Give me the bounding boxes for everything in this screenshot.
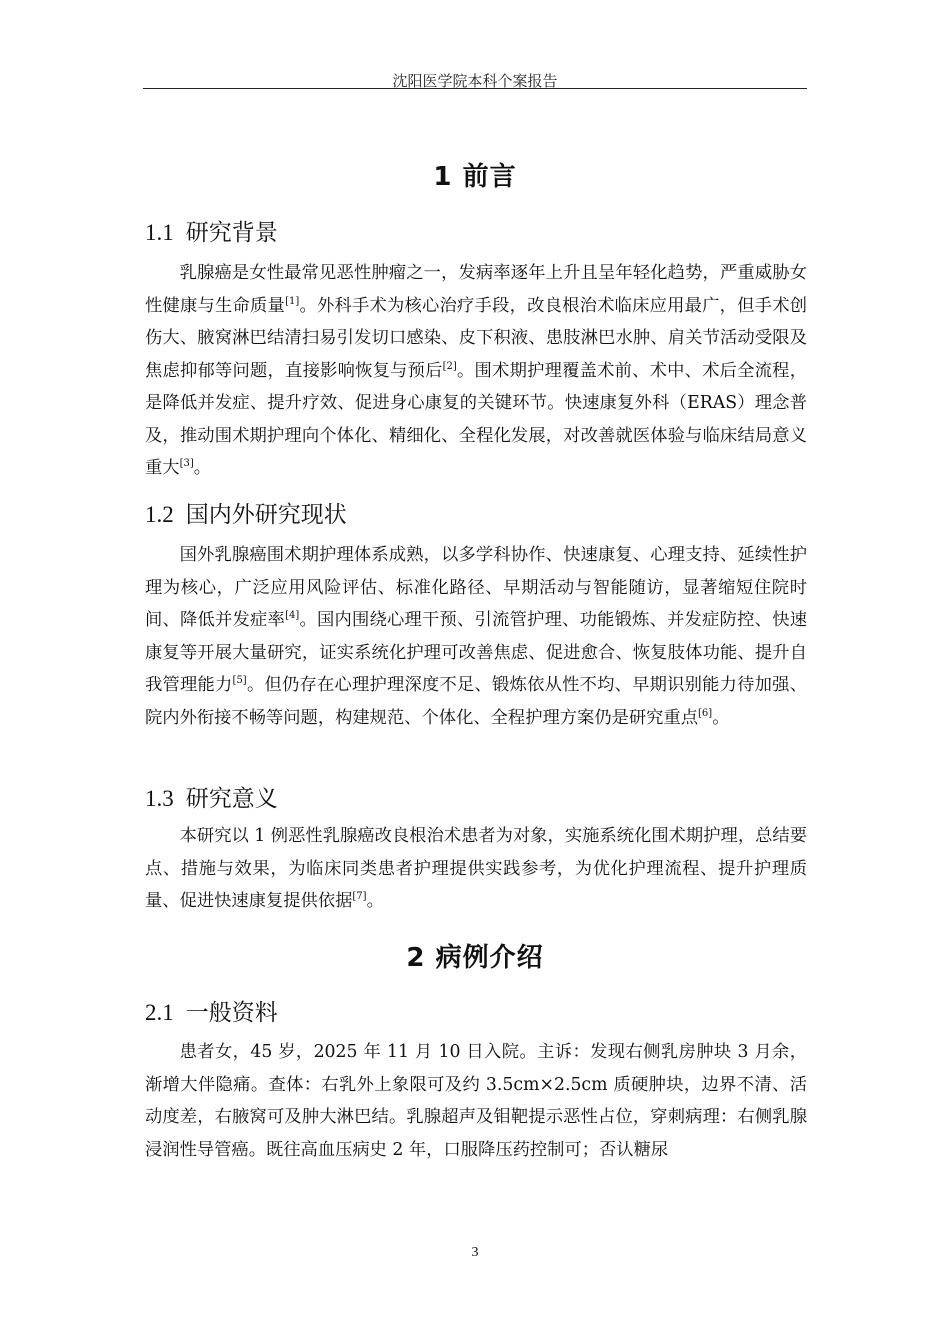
- paragraph-significance: [145, 820, 807, 918]
- citation: [6]: [698, 707, 713, 719]
- section-number: 1.2: [145, 502, 174, 527]
- section-title: 研究意义: [185, 786, 278, 812]
- paragraph-research-status: [145, 539, 807, 734]
- text-run: 。: [712, 707, 730, 728]
- citation: [4]: [285, 610, 300, 621]
- section-1-1-heading: [145, 214, 805, 247]
- text-run: 。: [366, 891, 384, 911]
- chapter-2-title: 2 病例介绍: [406, 943, 544, 973]
- text-run: 。外科手术为核心治疗手段，改良根治术临床应用最广，但手术创伤大、腋窝淋巴结清扫易引发切口感染、皮下积液、患肢淋巴水肿、肩关节活动受限及焦虑抑郁等问题，直接影响恢复与预后: [145, 295, 807, 381]
- section-number: 1.1: [145, 220, 174, 245]
- text-run: 。国内围绕心理干预、引流管护理、功能锻炼、并发症防控、快速康复等开展大量研究，证实系统化护理可改善焦虑、促进愈合、恢复肢体功能、提升自我管理能力: [145, 610, 807, 695]
- section-title: 研究背景: [185, 220, 278, 246]
- text-run: 国外乳腺癌围术期护理体系成熟，以多学科协作、快速康复、心理支持、延续性护理为核心，广泛应用风险评估、标准化路径、早期活动与智能随访，显著缩短住院时间、降低并发症率: [145, 545, 807, 630]
- running-header: 沈阳医学院本科个案报告: [392, 72, 558, 90]
- text-run: 。但仍存在心理护理深度不足、锻炼依从性不均、早期识别能力待加强、院内外衔接不畅等问题，构建规范、个体化、全程护理方案仍是研究重点: [145, 675, 807, 728]
- paragraph-general-info: [145, 1036, 807, 1166]
- chapter-1-title: 1 前言: [433, 162, 517, 192]
- section-2-1-heading: [145, 994, 805, 1027]
- citation: [1]: [285, 295, 300, 307]
- section-1-3-heading: [145, 780, 805, 813]
- page-number: 3: [471, 1245, 479, 1260]
- section-title: 国内外研究现状: [185, 502, 347, 528]
- section-title: 一般资料: [185, 1000, 278, 1026]
- citation: [3]: [179, 458, 194, 469]
- paragraph-background: [145, 257, 807, 485]
- citation: [2]: [442, 360, 457, 372]
- text-run: 患者女，45 岁，2025 年 11 月 10 日入院。主诉：发现右侧乳房肿块 3 月余，渐增大伴隐痛。查体：右乳外上象限可及约 3.5cm×2.5cm 质硬肿块，边界不清、活动度差，右腋窝可及肿大淋巴结。乳腺超声及钼靶提示恶性占位，穿刺病理：右侧乳腺浸润性导管癌。既往高血压病史 2 年，口服降压药控制可；否认糖尿: [145, 1042, 807, 1160]
- text-run: 本研究以 1 例恶性乳腺癌改良根治术患者为对象，实施系统化围术期护理，总结要点、措施与效果，为临床同类患者护理提供实践参考，为优化护理流程、提升护理质量、促进快速康复提供依据: [145, 826, 807, 911]
- text-run: 。围术期护理覆盖术前、术中、术后全流程，是降低并发症、提升疗效、促进身心康复的关键环节。快速康复外科（ERAS）理念普及，推动围术期护理向个体化、精细化、全程化发展，对改善就医体验与临床结局意义重大: [145, 360, 807, 478]
- section-1-2-heading: [145, 496, 805, 529]
- text-run: 乳腺癌是女性最常见恶性肿瘤之一，发病率逐年上升且呈年轻化趋势，严重威胁女性健康与生命质量: [145, 263, 807, 316]
- section-number: 2.1: [145, 1000, 174, 1025]
- section-number: 1.3: [145, 786, 174, 811]
- citation: [5]: [232, 675, 247, 686]
- citation: [7]: [352, 891, 367, 902]
- text-run: 。: [193, 458, 212, 478]
- header-rule: [143, 88, 807, 89]
